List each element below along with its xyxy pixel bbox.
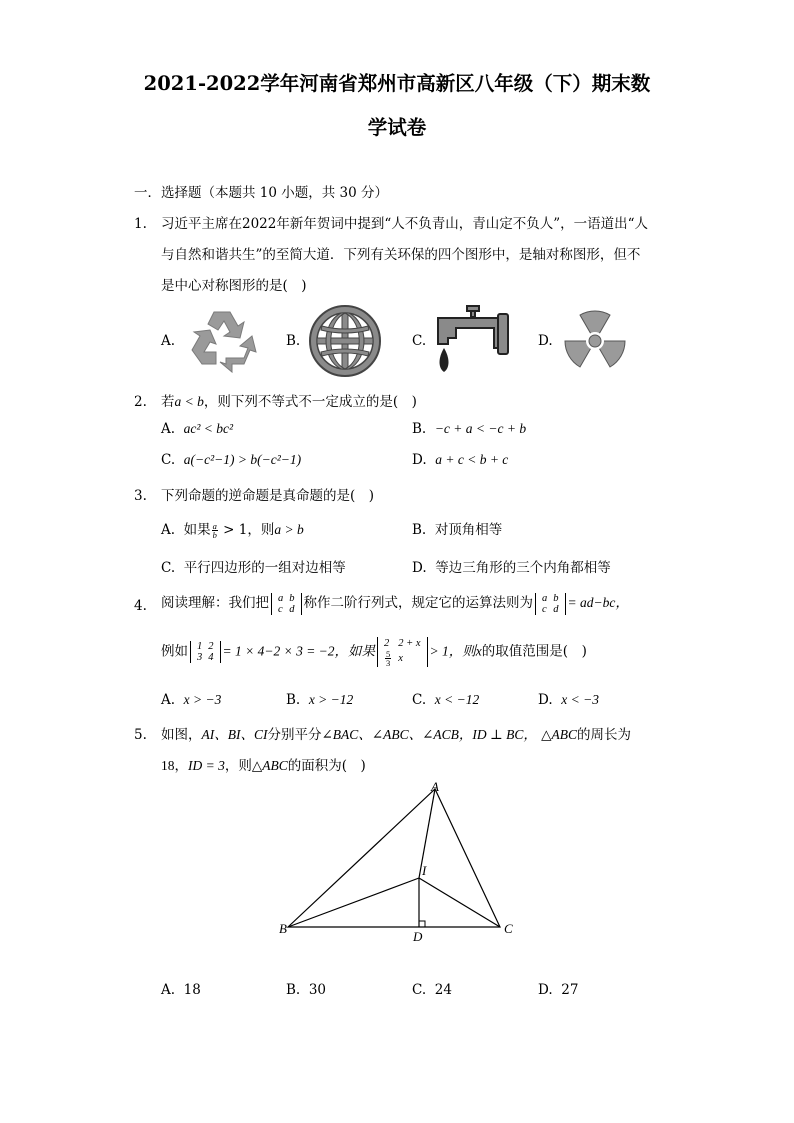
question-text: 与自然和谐共生”的至简大道．下列有关环保的四个图形中，是轴对称图形，但不 xyxy=(161,247,641,263)
option-label: C. xyxy=(161,452,176,468)
option-a xyxy=(161,692,221,708)
recycle-icon xyxy=(186,306,258,378)
option-c xyxy=(161,452,301,468)
label-c: C xyxy=(504,921,513,936)
paper-title-line1: 2021-2022学年河南省郑州市高新区八年级（下）期末数 xyxy=(143,72,651,95)
det-cell: a xyxy=(542,592,548,604)
option-label: A. xyxy=(161,692,176,708)
text: 阅读理解：我们把 xyxy=(161,595,269,611)
option-text: x > −3 xyxy=(183,692,222,707)
text: 的周长为 xyxy=(577,727,632,743)
option-label: B. xyxy=(286,692,301,708)
det-cell: 2 xyxy=(384,638,390,649)
option-d xyxy=(538,692,599,708)
stem-text: 若 xyxy=(161,394,175,410)
text: 分别平分 xyxy=(267,727,322,743)
radiation-icon xyxy=(560,306,630,376)
det-cell: 2 + x xyxy=(398,638,421,649)
option-c xyxy=(412,692,479,708)
option-c xyxy=(412,982,452,998)
option-label: B. xyxy=(412,421,427,437)
question-number: 1. xyxy=(134,216,147,232)
det-cell: a xyxy=(278,592,284,604)
option-math: a > b xyxy=(274,522,304,537)
text: 的取值范围是( ) xyxy=(481,643,587,660)
determinant xyxy=(271,593,302,615)
option-text: 对顶角相等 xyxy=(434,522,503,538)
det-cell: 2 xyxy=(208,641,214,652)
question-text xyxy=(161,390,417,410)
option-text: a + c < b + c xyxy=(435,452,509,467)
option-text: 27 xyxy=(561,982,579,998)
det-cell: d xyxy=(289,603,295,615)
text: ∠BAC、∠ABC、∠ACB，ID ⊥ BC， xyxy=(321,727,537,742)
det-cell: 3 xyxy=(197,652,203,663)
triangle-figure xyxy=(270,775,530,950)
question-number: 2. xyxy=(134,394,147,410)
option-text: 如果 xyxy=(183,522,211,538)
fraction xyxy=(212,522,218,539)
right-angle-mark xyxy=(419,921,425,927)
question-text: 是中心对称图形的是( ) xyxy=(161,278,307,294)
faucet-icon xyxy=(434,304,512,380)
text: △ABC xyxy=(251,758,288,773)
question-number: 4. xyxy=(134,598,147,614)
option-d xyxy=(412,452,508,468)
text: 如图， xyxy=(161,727,202,743)
denominator: b xyxy=(212,530,217,540)
option-c xyxy=(161,556,346,576)
option-label: D. xyxy=(538,982,553,998)
numerator: a xyxy=(212,521,217,531)
question-text: 下列命题的逆命题是真命题的是( ) xyxy=(161,488,375,504)
option-text: −c + a < −c + b xyxy=(434,421,527,436)
option-b xyxy=(412,421,526,437)
option-b-label: B. xyxy=(286,333,301,349)
option-text: x < −3 xyxy=(561,692,599,707)
option-label: A. xyxy=(161,421,176,437)
det-cell: d xyxy=(553,603,559,615)
section-heading: 一．选择题（本题共 10 小题，共 30 分） xyxy=(134,185,389,201)
option-text: 18 xyxy=(183,982,201,998)
question-number: 5. xyxy=(134,727,147,743)
segment-bi xyxy=(288,878,419,927)
text: 例如 xyxy=(161,643,188,660)
option-d xyxy=(412,556,611,576)
question-text xyxy=(161,754,366,774)
det-cell: 4 xyxy=(208,652,214,663)
det-cell: c xyxy=(278,603,283,615)
option-a-label: A. xyxy=(161,333,176,349)
question-text xyxy=(161,723,631,743)
option-label: D. xyxy=(412,560,427,576)
det-cell: b xyxy=(289,592,295,604)
option-label: C. xyxy=(161,560,176,576)
question-number: 3. xyxy=(134,488,147,504)
determinant xyxy=(535,593,566,615)
fraction xyxy=(385,650,391,667)
stem-math: a < b xyxy=(174,394,204,409)
option-label: A. xyxy=(161,522,176,538)
text: AI、BI、CI xyxy=(201,727,268,742)
text: 18， xyxy=(161,758,188,773)
option-c-label: C. xyxy=(412,333,427,349)
text: > 1，则 xyxy=(429,643,476,659)
stem-text: ，则下列不等式不一定成立的是( ) xyxy=(203,394,417,410)
det-cell: b xyxy=(553,592,559,604)
option-text: 24 xyxy=(434,982,452,998)
option-text: > 1，则 xyxy=(218,522,275,538)
text: 的面积为( ) xyxy=(287,758,366,774)
text: = ad−bc， xyxy=(567,595,629,610)
determinant xyxy=(377,637,428,667)
option-label: D. xyxy=(412,452,427,468)
label-d: D xyxy=(413,929,423,944)
question-text xyxy=(161,637,587,667)
label-i: I xyxy=(422,863,427,878)
option-text: x > −12 xyxy=(308,692,354,707)
option-text: 平行四边形的一组对边相等 xyxy=(183,560,346,576)
option-b xyxy=(286,692,353,708)
option-text: a(−c²−1) > b(−c²−1) xyxy=(183,452,302,467)
question-text: 习近平主席在2022年新年贺词中提到“人不负青山，青山定不负人”，一语道出“人 xyxy=(161,216,649,232)
option-label: D. xyxy=(538,692,553,708)
option-d xyxy=(538,982,578,998)
option-text: 等边三角形的三个内角都相等 xyxy=(435,560,611,576)
option-label: A. xyxy=(161,982,176,998)
text: △ABC xyxy=(541,727,578,742)
option-label: C. xyxy=(412,692,427,708)
text: ID = 3 xyxy=(188,758,225,773)
text: ，则 xyxy=(224,758,252,774)
text: = 1 × 4−2 × 3 = −2，如果 xyxy=(222,643,376,659)
option-text: 30 xyxy=(308,982,326,998)
text: 称作二阶行列式，规定它的运算法则为 xyxy=(303,595,533,611)
numerator: 5 xyxy=(386,649,391,659)
option-b xyxy=(412,518,502,538)
label-a: A xyxy=(431,779,439,794)
option-a xyxy=(161,982,201,998)
option-d-label: D. xyxy=(538,333,553,349)
option-b xyxy=(286,982,326,998)
det-cell: x xyxy=(398,653,403,664)
globe-icon xyxy=(306,302,384,380)
option-label: C. xyxy=(412,982,427,998)
option-a xyxy=(161,421,233,437)
denominator: 3 xyxy=(386,658,391,668)
option-label: B. xyxy=(286,982,301,998)
label-b: B xyxy=(279,921,287,936)
text: x xyxy=(475,643,482,659)
question-text xyxy=(161,591,629,615)
option-text: ac² < bc² xyxy=(183,421,234,436)
option-label: B. xyxy=(412,522,427,538)
option-a xyxy=(161,518,304,539)
option-text: x < −12 xyxy=(434,692,480,707)
det-cell: c xyxy=(542,603,547,615)
triangle-abc xyxy=(288,789,500,927)
determinant xyxy=(190,641,221,663)
paper-title-line2: 学试卷 xyxy=(367,116,427,139)
det-cell: 1 xyxy=(197,641,203,652)
